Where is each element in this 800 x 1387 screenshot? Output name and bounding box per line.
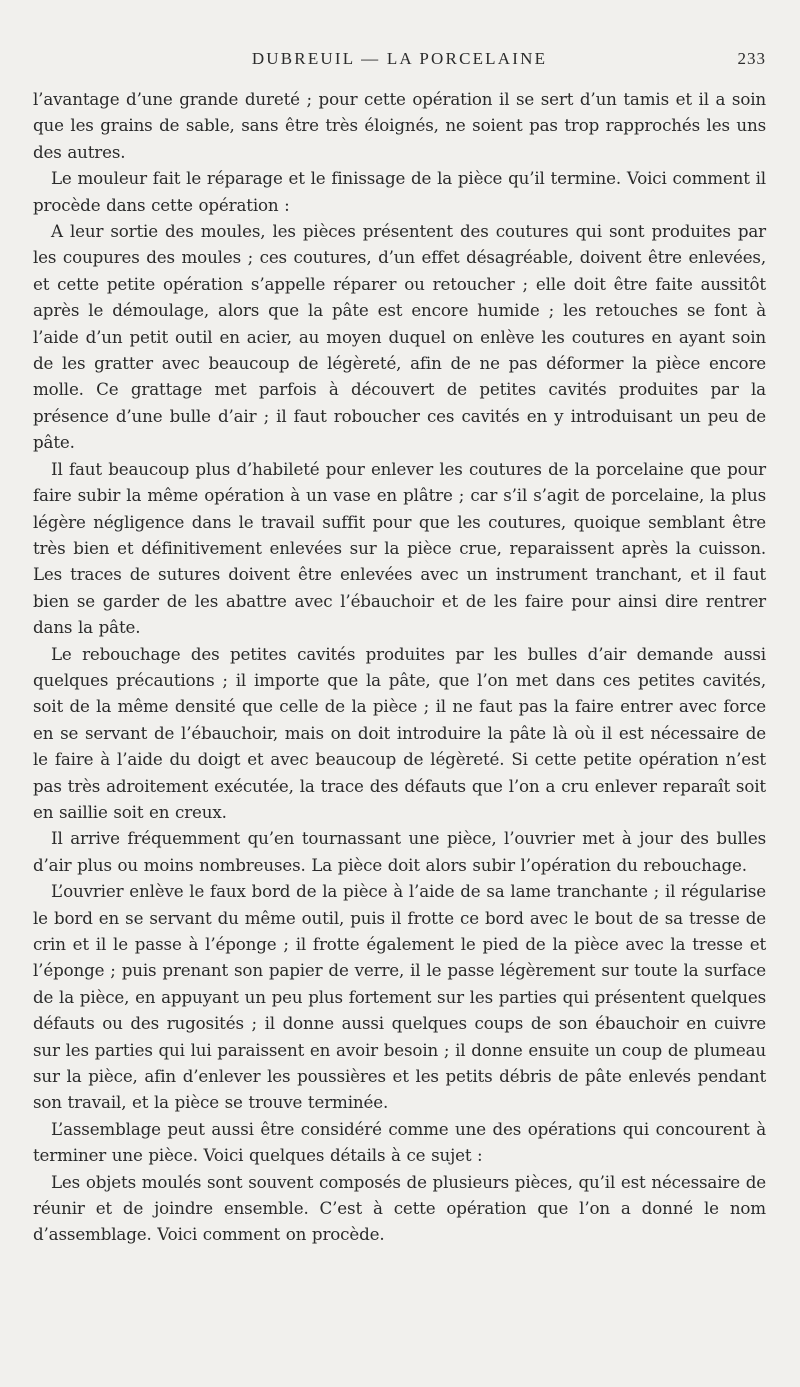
paragraph: L’assemblage peut aussi être considéré comme une des opérations qui concourent à terminer une pièce. Voici quelques détails à ce sujet : xyxy=(33,1118,766,1166)
page-header xyxy=(33,49,766,73)
paragraph-continuation: l’avantage d’une grande dureté ; pour cette opération il se sert d’un tamis et il a soin que les grains de sable, sans être très éloignés, ne soient pas trop rapprochés les uns des autres. xyxy=(33,89,766,162)
page-body xyxy=(33,86,766,1248)
paragraph: Il arrive fréquemment qu’en tournassant une pièce, l’ouvrier met à jour des bulles d’air plus ou moins nombreuses. La pièce doit alors subir l’opération du rebouchage. xyxy=(33,828,766,875)
paragraph: L’ouvrier enlève le faux bord de la pièce à l’aide de sa lame tranchante ; il régularise le bord en se servant du même outil, puis il frotte ce bord avec le bout de sa tresse de crin et il le passe à l’éponge ; il frotte également le pied de la pièce avec la tresse et l’éponge ; puis prenant son papier de verre, il le passe légèrement sur toute la surface de la pièce, en appuyant un peu plus fortement sur les parties qui présentent quelques défauts ou des rugosités ; il donne aussi quelques coups de son ébauchoir en cuivre sur les parties qui lui paraissent en avoir besoin ; il donne ensuite un coup de plumeau sur la pièce, afin d’enlever les poussières et les petits débris de pâte enlevés pendant son travail, et la pièce se trouve terminée. xyxy=(33,881,766,1113)
paragraph: Le mouleur fait le réparage et le finissage de la pièce qu’il termine. Voici comment il procède dans cette opération : xyxy=(33,168,766,215)
running-title: DUBREUIL — LA PORCELAINE xyxy=(251,49,548,68)
paragraph: Le rebouchage des petites cavités produites par les bulles d’air demande aussi quelques précautions ; il importe que la pâte, que l’on met dans ces petites cavités, soit de la même densité que celle de la pièce ; il ne faut pas la faire entrer avec force en se servant de l’ébauchoir, mais on doit introduire la pâte là où il est nécessaire de le faire à l’aide du doigt et avec beaucoup de légèreté. Si cette petite opération n’est pas très adroitement exécutée, la trace des défauts que l’on a cru enlever reparaît soit en saillie soit en creux. xyxy=(33,643,766,822)
page-number: 233 xyxy=(737,49,766,68)
paragraph: Les objets moulés sont souvent composés de plusieurs pièces, qu’il est nécessaire de réunir et de joindre ensemble. C’est à cette opération que l’on a donné le nom d’assemblage. Voici comment on procède. xyxy=(33,1171,766,1245)
paragraph: Il faut beaucoup plus d’habileté pour enlever les coutures de la porcelaine que pour faire subir la même opération à un vase en plâtre ; car s’il s’agit de porcelaine, la plus légère négligence dans le travail suffit pour que les coutures, quoique semblant être très bien et définitivement enlevées sur la pièce crue, reparaissent après la cuisson. Les traces de sutures doivent être enlevées avec un instrument tranchant, et il faut bien se garder de les abattre avec l’ébauchoir et de les faire pour ainsi dire rentrer dans la pâte. xyxy=(33,458,766,638)
paragraph: A leur sortie des moules, les pièces présentent des coutures qui sont produites par les coupures des moules ; ces coutures, d’un effet désagréable, doivent être enlevées, et cette petite opération s’appelle réparer ou retoucher ; elle doit être faite aussitôt après le démoulage, alors que la pâte est encore humide ; les retouches se font à l’aide d’un petit outil en acier, au moyen duquel on enlève les coutures en ayant soin de les gratter avec beaucoup de légèreté, afin de ne pas déformer la pièce encore molle. Ce grattage met parfois à découvert de petites cavités produites par la présence d’une bulle d’air ; il faut roboucher ces cavités en y introduisant un peu de pâte. xyxy=(33,221,766,453)
